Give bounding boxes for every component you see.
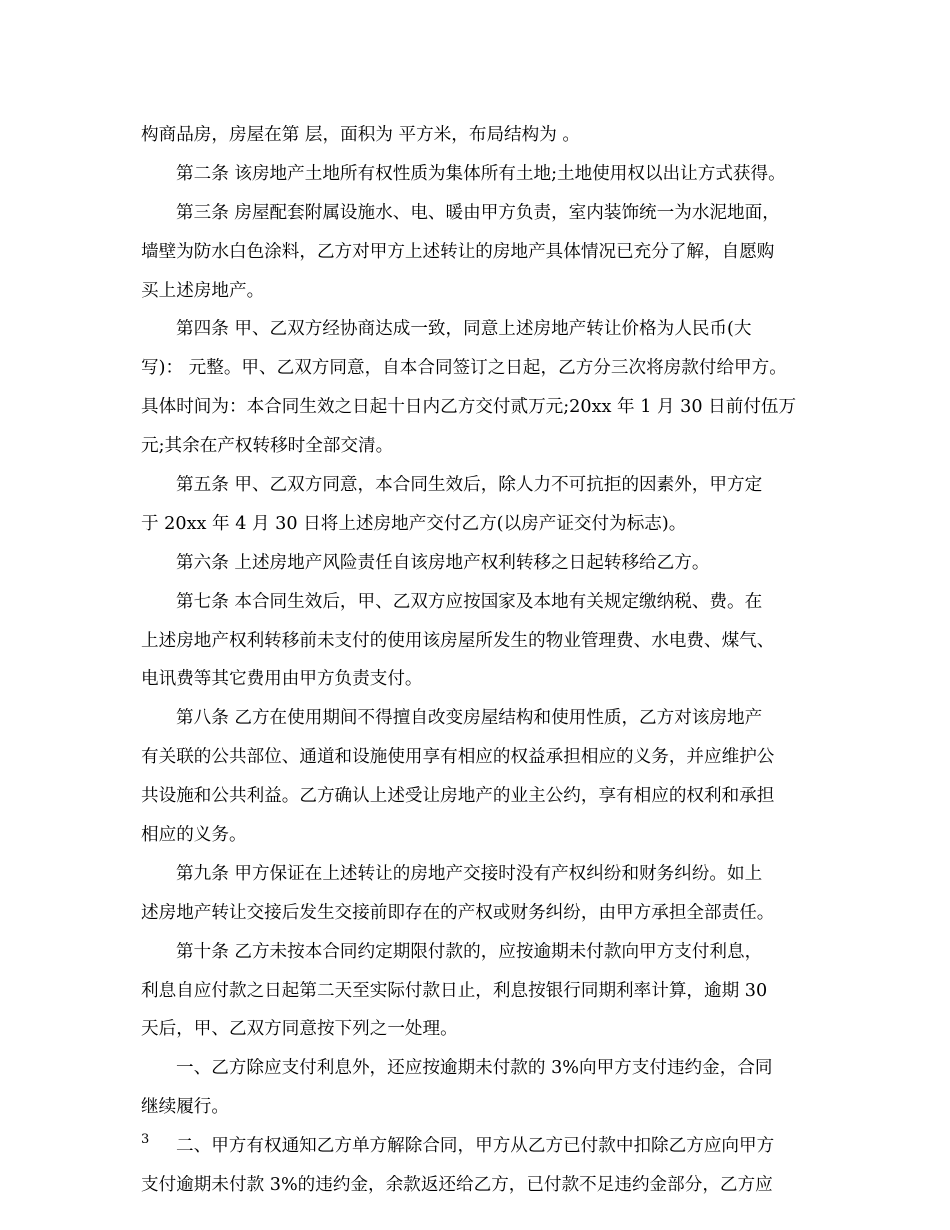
text-line: 二、甲方有权通知乙方单方解除合同，甲方从乙方已付款中扣除乙方应向甲方	[176, 1136, 775, 1157]
text-line: 买上述房地产。	[141, 280, 265, 301]
text-line: 有关联的公共部位、通道和设施使用享有相应的权益承担相应的义务，并应维护公	[141, 747, 775, 768]
text-line: 第三条 房屋配套附属设施水、电、暖由甲方负责，室内装饰统一为水泥地面，	[176, 202, 780, 223]
text-line: 一、乙方除应支付利息外，还应按逾期未付款的 3%向甲方支付违约金，合同	[176, 1058, 773, 1079]
text-line: 具体时间为：本合同生效之日起十日内乙方交付贰万元;20xx 年 1 月 30 日前付伍万	[141, 397, 797, 418]
text-line: 墙壁为防水白色涂料，乙方对甲方上述转让的房地产具体情况已充分了解，自愿购	[141, 241, 775, 262]
text-line: 第十条 乙方未按本合同约定期限付款的，应按逾期未付款向甲方支付利息，	[176, 941, 763, 962]
text-line: 写)： 元整。甲、乙双方同意，自本合同签订之日起，乙方分三次将房款付给甲方。	[141, 358, 787, 379]
text-line: 继续履行。	[141, 1097, 229, 1118]
text-line: 第五条 甲、乙双方同意，本合同生效后，除人力不可抗拒的因素外，甲方定	[176, 475, 763, 496]
text-line: 利息自应付款之日起第二天至实际付款日止，利息按银行同期利率计算，逾期 30	[141, 980, 768, 1001]
text-line: 第八条 乙方在使用期间不得擅自改变房屋结构和使用性质，乙方对该房地产	[176, 708, 763, 729]
text-line: 上述房地产权利转移前未支付的使用该房屋所发生的物业管理费、水电费、煤气、	[141, 630, 775, 651]
contract-body	[141, 116, 831, 1205]
text-line: 元;其余在产权转移时全部交清。	[141, 436, 394, 457]
page-number: 3	[141, 1132, 150, 1147]
text-line: 第四条 甲、乙双方经协商达成一致，同意上述房地产转让价格为人民币(大	[176, 319, 752, 340]
text-line: 于 20xx 年 4 月 30 日将上述房地产交付乙方(以房产证交付为标志)。	[141, 513, 687, 534]
text-line: 第七条 本合同生效后，甲、乙双方应按国家及本地有关规定缴纳税、费。在	[176, 591, 763, 612]
text-line: 支付逾期未付款 3%的违约金，余款返还给乙方，已付款不足违约金部分，乙方应	[141, 1175, 773, 1196]
text-line: 共设施和公共利益。乙方确认上述受让房地产的业主公约，享有相应的权利和承担	[141, 786, 775, 807]
text-line: 相应的义务。	[141, 825, 247, 846]
text-line: 述房地产转让交接后发生交接前即存在的产权或财务纠纷，由甲方承担全部责任。	[141, 902, 775, 923]
text-line: 构商品房，房屋在第 层，面积为 平方米，布局结构为 。	[141, 125, 581, 145]
text-line: 电讯费等其它费用由甲方负责支付。	[141, 669, 423, 690]
text-line: 第六条 上述房地产风险责任自该房地产权利转移之日起转移给乙方。	[176, 552, 710, 573]
text-line: 天后，甲、乙双方同意按下列之一处理。	[141, 1019, 458, 1040]
text-line: 第二条 该房地产土地所有权性质为集体所有土地;土地使用权以出让方式获得。	[176, 163, 786, 184]
text-line: 第九条 甲方保证在上述转让的房地产交接时没有产权纠纷和财务纠纷。如上	[176, 863, 763, 884]
